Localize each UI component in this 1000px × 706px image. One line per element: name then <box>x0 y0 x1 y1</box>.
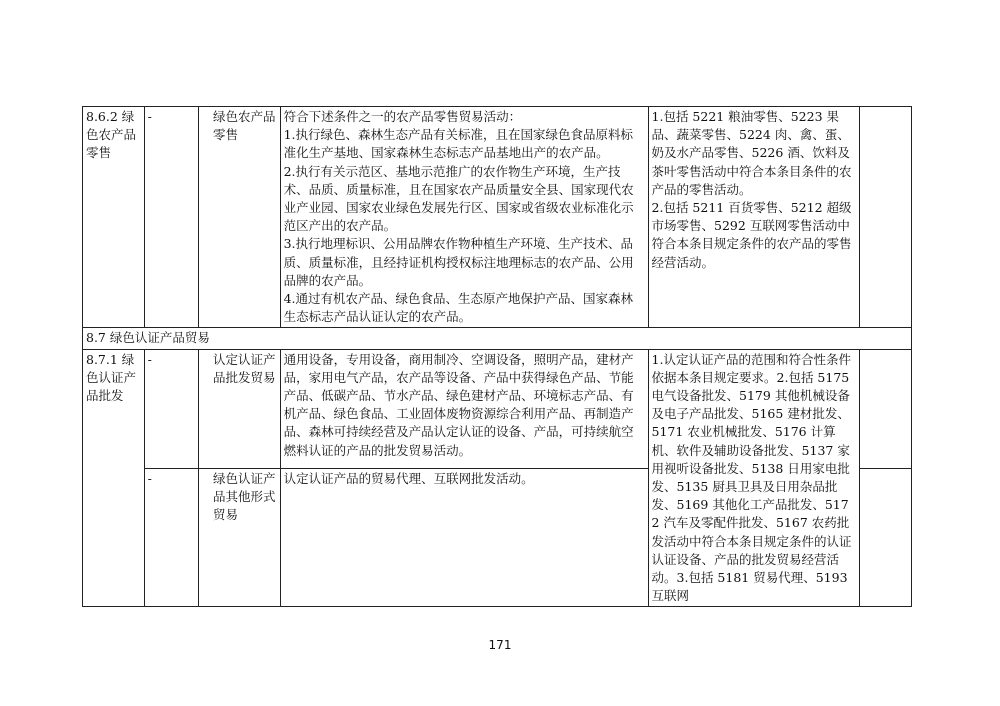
description-line: 3.执行地理标识、公用品牌农作物种植生产环境、生产技术、品质、质量标准，且经持证机构授权标注地理标志的农产品、公用品牌的农产品。 <box>283 236 634 288</box>
empty-cell <box>859 349 911 468</box>
description-line: 2.执行有关示范区、基地示范推广的农作物生产环境，生产技术、品质、质量标准，且在国家农产品质量安全县、国家现代农业产业园、国家农业绿色发展先行区、国家或省级农业标准化示范区产出的农产品。 <box>283 163 634 234</box>
description-cell: 通用设备，专用设备，商用制冷、空调设备，照明产品，建材产品，家用电气产品，农产品等设备、产品中获得绿色产品、节能产品、低碳产品、节水产品、绿色建材产品、环境标志产品、有机产品、绿色食品、工业固体废物资源综合利用产品、再制造产品、森林可持续经营及产品认定认证的设备、产品，可持续航空燃料认证的产品的批发贸易活动。 <box>280 349 648 468</box>
table-row <box>83 349 912 468</box>
description-line: 符合下述条件之一的农产品零售贸易活动： <box>283 109 522 124</box>
description-line: 4.通过有机农产品、绿色食品、生态原产地保护产品、国家森林生态标志产品认证认定的农产品。 <box>283 291 633 325</box>
classification-table <box>82 106 912 607</box>
section-row <box>83 328 912 349</box>
note-line: 2.包括 5211 百货零售、5212 超级市场零售、5292 互联网零售活动中符合本条目规定条件的农产品的零售经营活动。 <box>651 200 852 270</box>
category-code-cell: 8.7.1 绿色认证产品批发 <box>83 349 145 607</box>
category-name-cell: 绿色认证产品其他形式贸易 <box>199 469 281 607</box>
note-line: 1.包括 5221 粮油零售、5223 果品、蔬菜零售、5224 肉、禽、蛋、奶及水产品零售、5226 酒、饮料及茶叶零售活动中符合本条目条件的农产品的零售活动。 <box>651 109 852 197</box>
page-number: 171 <box>488 638 512 652</box>
category-name-cell: 认定认证产品批发贸易 <box>199 349 281 468</box>
empty-cell <box>859 107 911 328</box>
subcode-cell: - <box>144 349 198 468</box>
empty-cell <box>859 469 911 607</box>
description-cell: 认定认证产品的贸易代理、互联网批发活动。 <box>280 469 648 607</box>
description-cell <box>280 107 648 328</box>
note-cell <box>648 107 859 328</box>
category-name-cell: 绿色农产品零售 <box>199 107 281 328</box>
section-heading: 8.7 绿色认证产品贸易 <box>83 328 912 349</box>
subcode-cell: - <box>144 469 198 607</box>
subcode-cell: - <box>144 107 198 328</box>
description-line: 1.执行绿色、森林生态产品有关标准，且在国家绿色食品原料标准化生产基地、国家森林生态标志产品基地出产的农产品。 <box>283 127 633 161</box>
note-cell: 1.认定认证产品的范围和符合性条件依据本条目规定要求。2.包括 5175 电气设备批发、5179 其他机械设备及电子产品批发、5165 建材批发、5171 农业机械批发、5176 计算机、软件及辅助设备批发、5137 家用视听设备批发、5138 日用家电批发、5135 厨具卫具及日用杂品批发、5169 其他化工产品批发、5172 汽车及零配件批发、5167 农药批发活动中符合本条目规定条件的认证认证设备、产品的批发贸易经营活动。3.包括 5181 贸易代理、5193 互联网 <box>648 349 859 607</box>
category-code-cell: 8.6.2 绿色农产品零售 <box>83 107 145 328</box>
table-row <box>83 107 912 328</box>
